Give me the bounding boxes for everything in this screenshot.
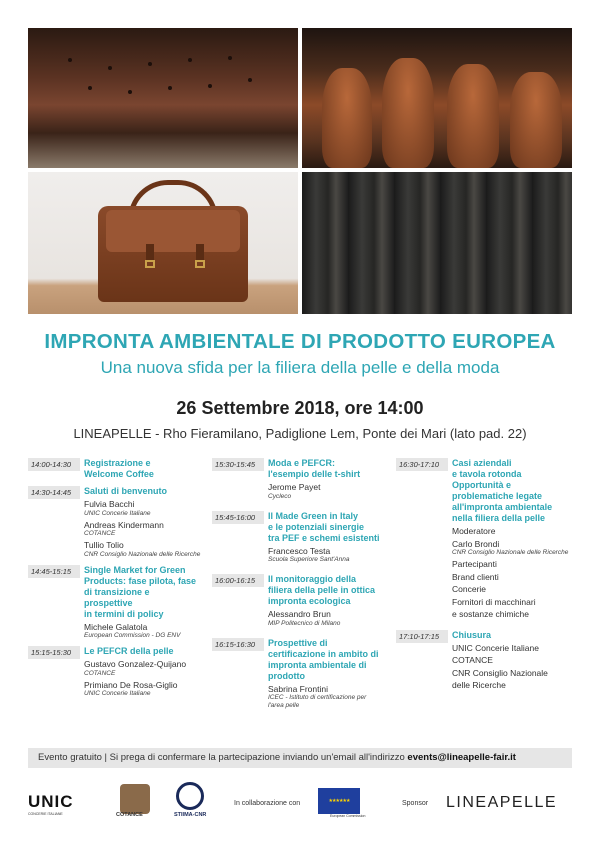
session-time: 14:00-14:30 (28, 458, 80, 471)
speaker-affiliation: CNR Consiglio Nazionale delle Ricerche (84, 550, 201, 558)
page-subtitle: Una nuova sfida per la filiera della pelle e della moda (100, 358, 500, 377)
eu-commission-label: European Commission (330, 814, 366, 818)
cotance-logo-icon (120, 784, 150, 814)
page-title: IMPRONTA AMBIENTALE DI PRODOTTO EUROPEA (44, 330, 556, 353)
session-title: nella filiera della pelle (452, 513, 546, 523)
session-title: Single Market for Green (84, 564, 186, 575)
contact-email[interactable]: events@lineapelle-fair.it (407, 752, 516, 763)
speaker-name: Gustavo Gonzalez-Quijano (84, 659, 187, 669)
leather-bag-photo (28, 172, 298, 314)
session-note: Moderatore (452, 526, 496, 536)
program-session (28, 565, 206, 641)
leather-jackets-photo (302, 172, 572, 314)
session-time: 15:45-16:00 (212, 511, 264, 524)
unic-logo: UNIC (28, 792, 74, 811)
speaker-name: Michele Galatola (84, 621, 148, 632)
session-time: 16:30-17:10 (396, 458, 448, 471)
speaker-affiliation: MIP Politecnico di Milano (268, 619, 341, 627)
speaker-affiliation: CNR Consiglio Nazionale delle Ricerche (452, 549, 569, 556)
speaker-affiliation: l'area pelle (268, 702, 300, 709)
session-time: 15:15-15:30 (28, 646, 80, 659)
session-note: Brand clienti (452, 571, 499, 582)
registration-notice: Evento gratuito | Si prega di confermare la partecipazione inviando un'email all'indirizzo (38, 752, 405, 763)
session-title: all'impronta ambientale (452, 502, 553, 512)
session-note: CNR Consiglio Nazionale (452, 667, 548, 678)
unic-logo-subtitle: CONCERIE ITALIANE (28, 812, 63, 816)
session-title: in termini di policy (84, 608, 164, 619)
session-note: UNIC Concerie Italiane (452, 642, 539, 653)
session-title: certificazione in ambito di (268, 648, 379, 659)
session-time: 16:15-16:30 (212, 638, 264, 651)
session-title: filiera della pelle in ottica (268, 585, 376, 595)
session-note: Partecipanti (452, 559, 497, 569)
speaker-affiliation: European Commission - DG ENV (84, 632, 181, 639)
session-note: delle Ricerche (452, 680, 506, 690)
program-column-2 (212, 458, 390, 720)
session-title: Welcome Coffee (84, 469, 154, 479)
program-session (212, 574, 390, 628)
session-note: Fornitori di macchinari (452, 596, 536, 607)
session-title: problematiche legate (452, 491, 543, 501)
session-title: l'esempio delle t-shirt (268, 469, 361, 479)
eu-flag-icon: ★★★★★★ (318, 788, 360, 814)
speaker-affiliation: ICEC - Istituto di certificazione per (268, 694, 367, 701)
program-session (28, 646, 206, 698)
session-title: Moda e PEFCR: (268, 458, 336, 468)
registration-bar (28, 748, 572, 768)
session-title: Le PEFCR della pelle (84, 646, 174, 656)
session-title: impronta ecologica (268, 596, 351, 606)
session-time: 17:10-17:15 (396, 630, 448, 643)
program-session (212, 638, 390, 711)
program-session (28, 486, 206, 559)
speaker-name: Sabrina Frontini (268, 683, 329, 694)
session-title: e le potenziali sinergie (268, 521, 365, 532)
session-note: Concerie (452, 584, 487, 594)
session-title: tra PEF e schemi esistenti (268, 532, 380, 543)
lineapelle-logo: LINEAPELLE (446, 794, 558, 811)
speaker-name: Primiano De Rosa-Giglio (84, 679, 178, 690)
session-title: Products: fase pilota, fase (84, 575, 197, 586)
program-session (396, 458, 574, 620)
speaker-affiliation: UNIC Concerie Italiane (84, 690, 151, 697)
program-session (212, 511, 390, 565)
session-title: Prospettive di (268, 637, 328, 648)
program-session (28, 458, 206, 480)
session-title: impronta ambientale di (268, 659, 367, 670)
session-title: Il Made Green in Italy (268, 510, 359, 521)
cotance-logo: COTANCE (116, 812, 143, 818)
session-title: Il monitoraggio della (268, 574, 357, 584)
session-time: 14:45-15:15 (28, 565, 80, 578)
session-title: Saluti di benvenuto (84, 486, 168, 496)
speaker-affiliation: UNIC Concerie Italiane (84, 509, 151, 517)
program-column-3 (396, 458, 574, 701)
session-title: di transizione e (84, 586, 150, 597)
speaker-name: Jerome Payet (268, 482, 321, 492)
title-block (0, 330, 600, 378)
speaker-name: Tullio Tolio (84, 540, 124, 550)
speaker-name: Alessandro Brun (268, 609, 331, 619)
session-title: prodotto (268, 670, 305, 681)
photo-collage (28, 28, 572, 314)
sponsor-label: Sponsor (402, 800, 429, 807)
speaker-name: Andreas Kindermann (84, 519, 164, 530)
event-location: LINEAPELLE - Rho Fieramilano, Padiglione Lem, Ponte dei Mari (lato pad. 22) (73, 426, 527, 441)
speaker-affiliation: COTANCE (84, 530, 116, 537)
stiima-logo: STIIMA-CNR (174, 812, 207, 818)
session-note: e sostanze chimiche (452, 609, 530, 619)
program-session (212, 458, 390, 501)
speaker-affiliation: COTANCE (84, 669, 116, 677)
event-date: 26 Settembre 2018, ore 14:00 (176, 398, 424, 418)
session-time: 14:30-14:45 (28, 486, 80, 499)
session-title: Opportunità e (452, 480, 511, 490)
leather-sofa-photo (28, 28, 298, 168)
session-title: e tavola rotonda (452, 469, 522, 479)
program-session (396, 630, 574, 691)
session-title: Registrazione e (84, 458, 151, 468)
program-column-1 (28, 458, 206, 704)
logo-strip (28, 782, 572, 822)
session-time: 15:30-15:45 (212, 458, 264, 471)
collaboration-label: In collaborazione con (234, 800, 301, 807)
speaker-name: Francesco Testa (268, 545, 331, 556)
speaker-name: Carlo Brondi (452, 538, 500, 549)
speaker-affiliation: Scuola Superiore Sant'Anna (268, 556, 350, 563)
session-title: Chiusura (452, 629, 492, 640)
session-title: prospettive (84, 597, 133, 608)
session-title: Casi aziendali (452, 458, 512, 468)
session-time: 16:00-16:15 (212, 574, 264, 587)
speaker-name: Fulvia Bacchi (84, 499, 135, 509)
speaker-affiliation: Cycleco (268, 492, 292, 500)
leather-shoes-photo (302, 28, 572, 168)
stiima-logo-icon (176, 782, 204, 810)
session-note: COTANCE (452, 655, 493, 665)
